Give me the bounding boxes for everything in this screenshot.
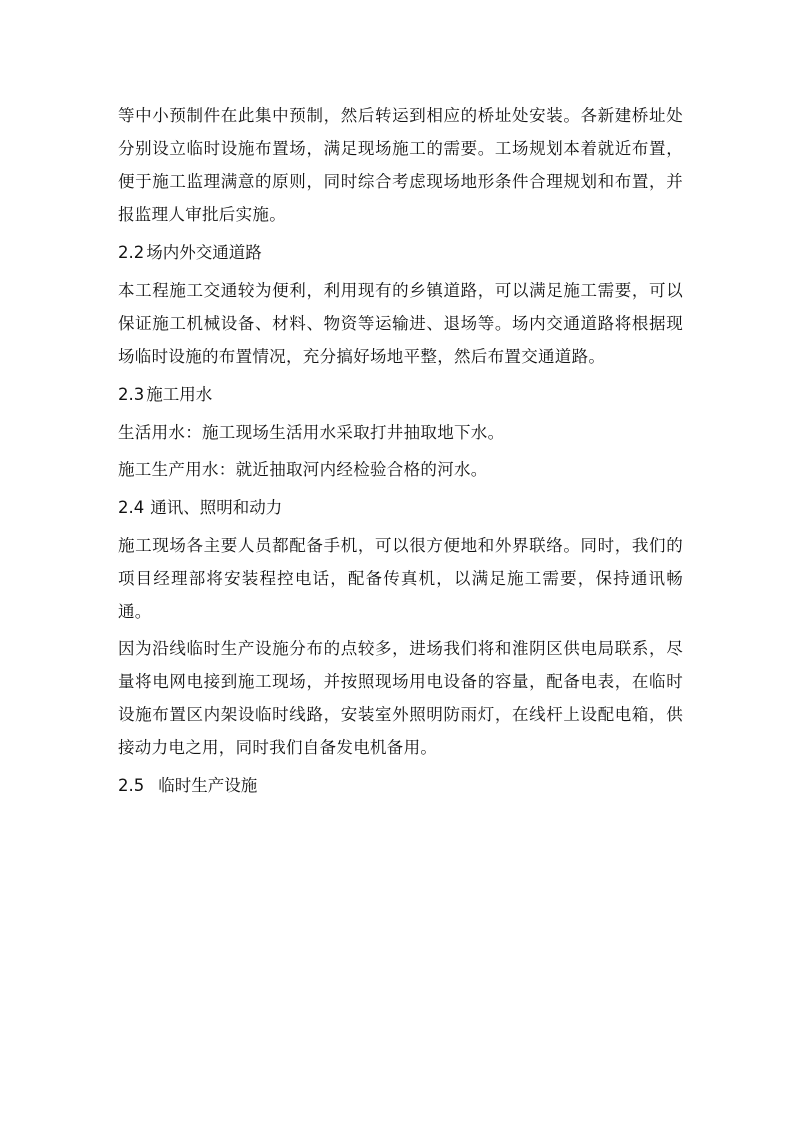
section-heading-2-3 [118,378,683,411]
paragraph-communication: 施工现场各主要人员都配备手机，可以很方便地和外界联络。同时，我们的项目经理部将安装程控电话，配备传真机，以满足施工需要，保持通讯畅通。 [118,536,683,621]
paragraph-production-water: 施工生产用水：就近抽取河内经检验合格的河水。 [118,460,488,479]
section-heading-2-4 [118,491,683,524]
paragraph-power-supply: 因为沿线临时生产设施分布的点较多，进场我们将和淮阴区供电局联系，尽量将电网电接到施工现场，并按照现场用电设备的容量，配备电表，在临时设施布置区内架设临时线路，安装室外照明防雨灯，在线杆上设配电箱，供接动力电之用，同时我们自备发电机备用。 [118,639,683,757]
section-heading-2-5 [118,769,683,802]
section-number: 2.4 [118,498,145,517]
paragraph-traffic-roads: 本工程施工交通较为便利，利用现有的乡镇道路，可以满足施工需要，可以保证施工机械设备、材料、物资等运输进、退场等。场内交通道路将根据现场临时设施的布置情况，充分搞好场地平整，然后布置交通道路。 [118,281,683,366]
section-title: 施工用水 [146,385,213,404]
paragraph-domestic-water: 生活用水：施工现场生活用水采取打井抽取地下水。 [118,423,505,442]
section-title: 场内外交通道路 [146,243,262,262]
section-heading-2-2 [118,236,683,269]
section-title: 通讯、照明和动力 [150,498,283,517]
section-number: 2.2 [118,243,145,262]
paragraph-site-layout: 等中小预制件在此集中预制，然后转运到相应的桥址处安装。各新建桥址处分别设立临时设施布置场，满足现场施工的需要。工场规划本着就近布置，便于施工监理满意的原则，同时综合考虑现场地形条件合理规划和布置，并报监理人审批后实施。 [118,106,683,224]
section-title: 临时生产设施 [158,776,258,795]
section-number: 2.5 [118,776,145,795]
section-number: 2.3 [118,385,145,404]
document-body [118,99,683,807]
